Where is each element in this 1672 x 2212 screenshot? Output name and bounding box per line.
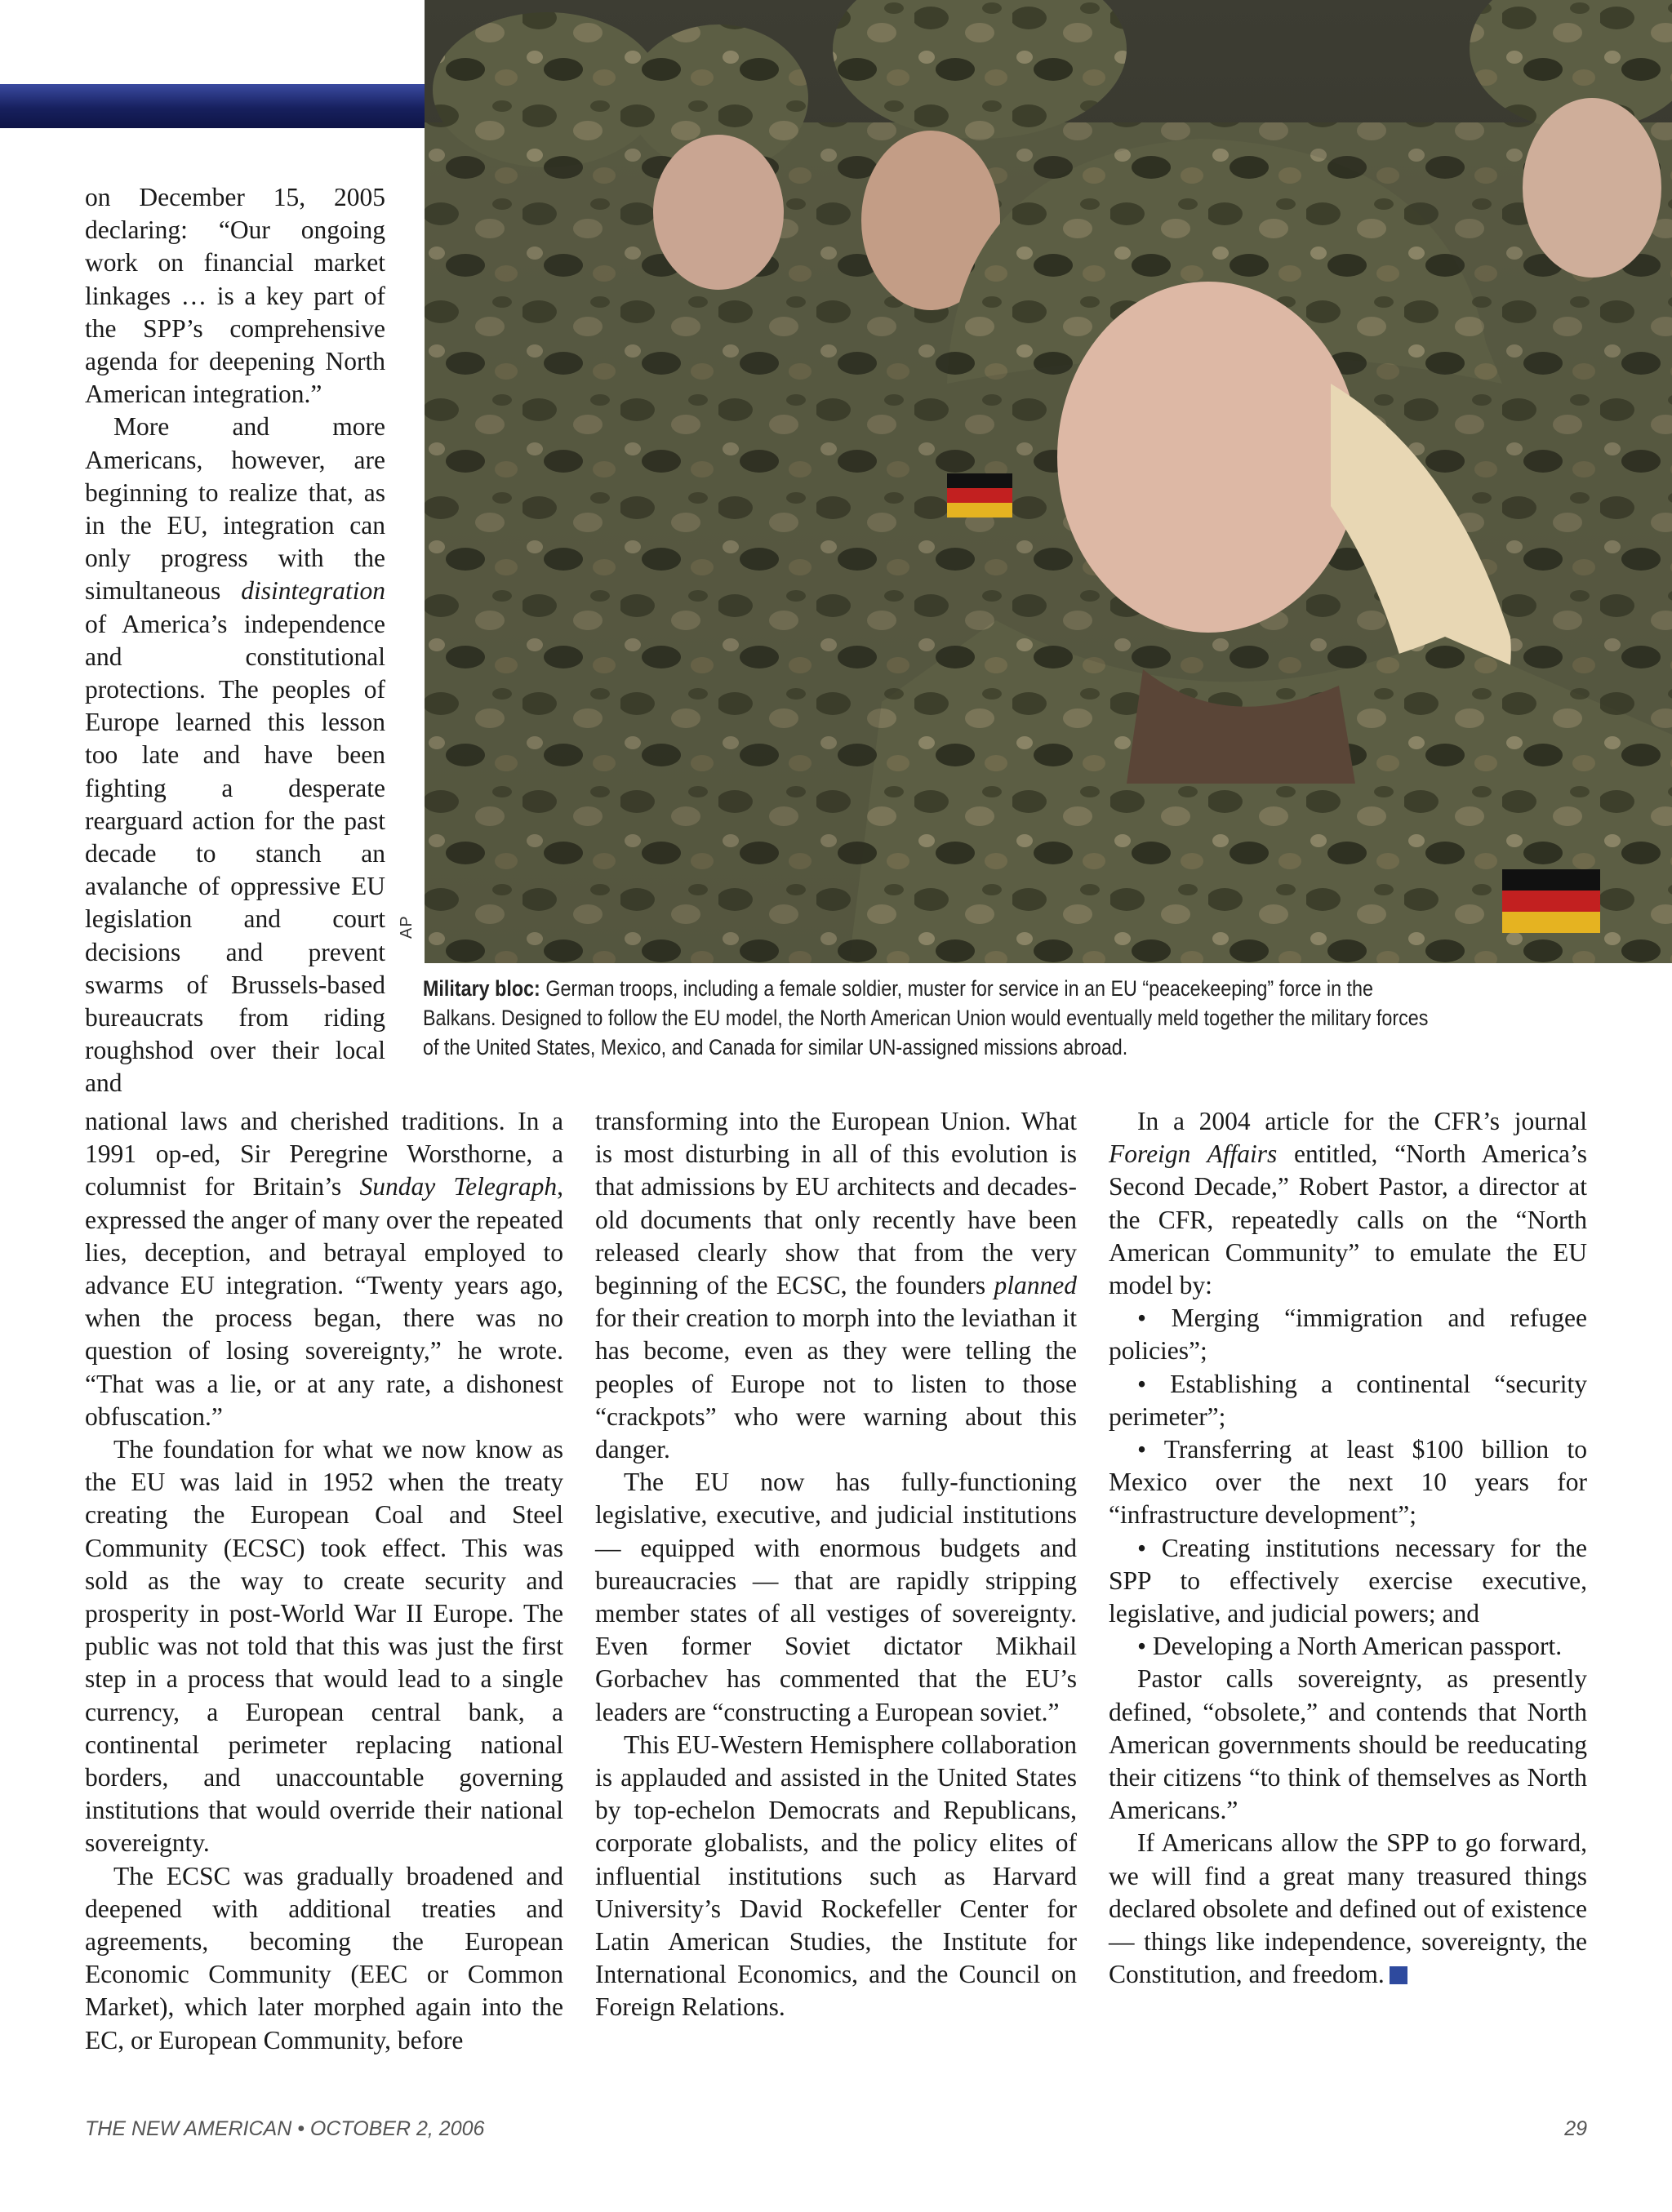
photo-credit: AP xyxy=(398,915,416,939)
italic-run: planned xyxy=(994,1271,1077,1300)
bullet-item: • Merging “immigration and refugee policies”; xyxy=(1109,1304,1587,1366)
page-number: 29 xyxy=(1564,2117,1587,2140)
italic-run: Foreign Affairs xyxy=(1109,1139,1278,1169)
paragraph: The EU now has fully-functioning legislative, executive, and judicial institutions — equipped with enormous budgets and bureaucracies — that are rapidly stripping member states of all vestiges of sovereignty. Even former Soviet dictator Mikhail Gorbachev has commented that the EU’s leaders are “constructing a European soviet.” xyxy=(595,1468,1077,1726)
column-3 xyxy=(1109,1105,1587,1991)
paragraph xyxy=(85,411,385,1099)
text-run: entitled, “North America’s Second Decade,” Robert Pastor, a director at the CFR, repeatedly calls on the “North American Community” to emulate the EU model by: xyxy=(1109,1139,1587,1300)
photo-soldiers xyxy=(425,0,1672,963)
text-run: national laws and cherished traditions. In a 1991 op-ed, Sir Peregrine Worsthorne, a columnist for Britain’s xyxy=(85,1107,563,1201)
header-banner xyxy=(0,84,425,128)
bullet-item: • Transferring at least $100 billion to Mexico over the next 10 years for “infrastructure development”; xyxy=(1109,1435,1587,1530)
text-run: for their creation to morph into the leviathan it has become, even as they were telling the peoples of Europe not to listen to those “crackpots” who were warning about this danger. xyxy=(595,1304,1077,1464)
paragraph: Pastor calls sovereignty, as presently defined, “obsolete,” and contends that North American governments should be reeducating their citizens “to think of themselves as North Americans.” xyxy=(1109,1664,1587,1825)
paragraph: The ECSC was gradually broadened and deepened with additional treaties and agreements, becoming the European Economic Community (EEC or Common Market), which later morphed again into the EC, or European Community, before xyxy=(85,1861,563,2054)
column-1-bottom xyxy=(85,1105,563,2057)
paragraph xyxy=(595,1105,1077,1466)
text-run: , expressed the anger of many over the repeated lies, deception, and betrayal employed to advance EU integration. “Twenty years ago, when the process began, there was no question of losing sovereignty,” he wrote. “That was a lie, or at any rate, a dishonest obfuscation.” xyxy=(85,1172,563,1431)
caption-text: German troops, including a female soldier, muster for service in an EU “peacekeeping” force in the Balkans. Designed to follow the EU model, the North American Union would eventually meld together the military forces of the United States, Mexico, and Canada for similar UN-assigned missions abroad. xyxy=(423,976,1429,1059)
paragraph: This EU-Western Hemisphere collaboration is applauded and assisted in the United States by top-echelon Democrats and Republicans, corporate globalists, and the policy elites of influential institutions such as Harvard University’s David Rockefeller Center for Latin American Studies, the Institute for International Economics, and the Council on Foreign Relations. xyxy=(595,1730,1077,2022)
photo-caption xyxy=(423,974,1436,1062)
paragraph xyxy=(85,1105,563,1433)
footer-publication: THE NEW AMERICAN • OCTOBER 2, 2006 xyxy=(85,2117,485,2140)
text-run: of America’s independence and constitutional protections. The peoples of Europe learned this lesson too late and have been fighting a desperate rearguard action for the past decade to stanch an avalanche of oppressive EU legislation and court decisions and prevent swarms of Brussels-based bureaucrats from riding roughshod over their local and xyxy=(85,609,385,1098)
paragraph: on December 15, 2005 declaring: “Our ongoing work on financial market linkages … is a key part of the SPP’s comprehensive agenda for deepening North American integration.” xyxy=(85,183,385,409)
italic-run: Sunday Telegraph xyxy=(359,1172,558,1201)
text-run: More and more Americans, however, are beginning to realize that, as in the EU, integration can only progress with the simultaneous xyxy=(85,412,385,606)
paragraph: The foundation for what we now know as the EU was laid in 1952 when the treaty creating the European Coal and Steel Community (ECSC) took effect. This was sold as the way to create security and prosperity in post-World War II Europe. The public was not told that this was just the first step in a process that would lead to a single currency, a European central bank, a continental perimeter replacing national borders, and unaccountable governing institutions that would override their national sovereignty. xyxy=(85,1435,563,1858)
text-run: transforming into the European Union. What is most disturbing in all of this evolution is that admissions by EU architects and decades-old documents that only recently have been released clearly show that from the very beginning of the ECSC, the founders xyxy=(595,1107,1077,1300)
photo-soldiers-image xyxy=(425,0,1672,963)
text-run: In a 2004 article for the CFR’s journal xyxy=(1137,1107,1587,1135)
bullet-item: • Establishing a continental “security perimeter”; xyxy=(1109,1369,1587,1431)
caption-lead: Military bloc: xyxy=(423,976,540,1001)
bullet-item: • Creating institutions necessary for the SPP to effectively exercise executive, legislative, and judicial powers; and xyxy=(1109,1533,1587,1628)
column-1-top xyxy=(85,181,385,1100)
end-mark-icon xyxy=(1390,1966,1407,1984)
column-2 xyxy=(595,1105,1077,2024)
paragraph xyxy=(1109,1827,1587,1991)
bullet-item: • Developing a North American passport. xyxy=(1137,1632,1563,1661)
paragraph xyxy=(1109,1105,1587,1302)
italic-run: disintegration xyxy=(241,576,385,606)
text-run: If Americans allow the SPP to go forward, we will find a great many treasured things declared obsolete and defined out of existence — things like independence, sovereignty, the Constitution, and freedom. xyxy=(1109,1828,1587,1989)
